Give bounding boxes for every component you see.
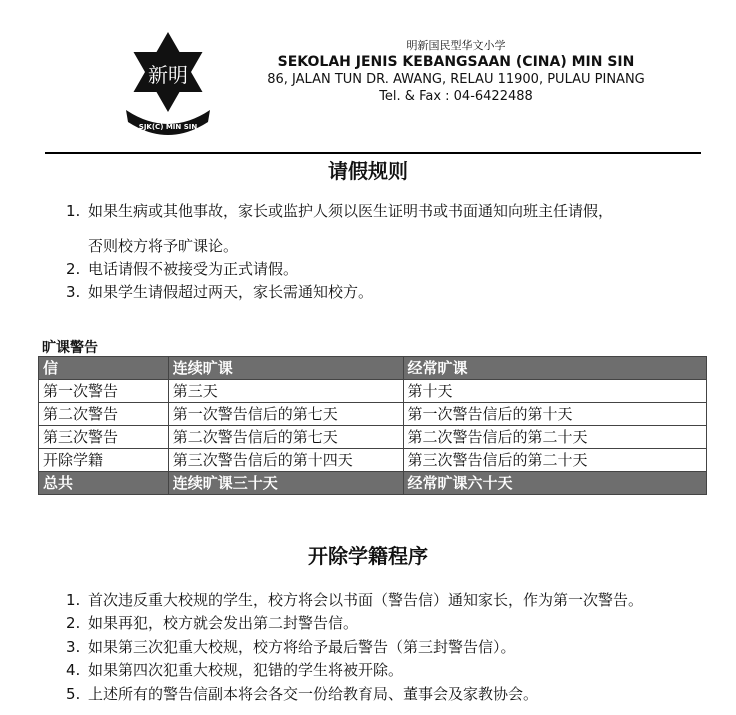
table-row <box>39 403 707 426</box>
table-cell: 经常旷课六十天 <box>403 472 706 495</box>
table-row <box>39 380 707 403</box>
list-item: 2. 如果再犯，校方就会发出第二封警告信。 <box>66 614 359 633</box>
column-header: 连续旷课 <box>168 357 403 380</box>
list-item: 2. 电话请假不被接受为正式请假。 <box>66 260 299 278</box>
logo-characters: 新明 <box>148 63 188 87</box>
table-cell: 第三天 <box>168 380 403 403</box>
school-name: SEKOLAH JENIS KEBANGSAAN (CINA) MIN SIN <box>277 54 635 70</box>
absence-warning-label: 旷课警告 <box>42 340 98 356</box>
table-cell: 第三次警告信后的第二十天 <box>403 449 706 472</box>
table-cell: 开除学籍 <box>39 449 169 472</box>
list-item: 3. 如果第三次犯重大校规，校方将给予最后警告（第三封警告信）。 <box>66 637 516 656</box>
table-cell: 总共 <box>39 472 169 495</box>
table-cell: 连续旷课三十天 <box>168 472 403 495</box>
table-total-row <box>39 472 707 495</box>
table-cell: 第一次警告 <box>39 380 169 403</box>
list-item: 4. 如果第四次犯重大校规，犯错的学生将被开除。 <box>66 661 404 680</box>
column-header: 信 <box>39 357 169 380</box>
table-cell: 第三次警告信后的第十四天 <box>168 449 403 472</box>
list-item: 5. 上述所有的警告信副本将会各交一份给教育局、董事会及家教协会。 <box>66 684 539 703</box>
column-header: 经常旷课 <box>403 357 706 380</box>
school-phone: Tel. & Fax : 04-6422488 <box>379 89 533 104</box>
table-cell: 第三次警告 <box>39 426 169 449</box>
school-name-chinese: 明新国民型华文小学 <box>406 39 506 52</box>
table-cell: 第一次警告信后的第七天 <box>168 403 403 426</box>
table-row <box>39 426 707 449</box>
expulsion-procedure-title: 开除学籍程序 <box>308 544 428 568</box>
table-header-row <box>39 357 707 380</box>
list-item: 1. 首次违反重大校规的学生，校方将会以书面（警告信）通知家长，作为第一次警告。 <box>66 591 644 609</box>
table-cell: 第二次警告 <box>39 403 169 426</box>
table-row <box>39 449 707 472</box>
absence-warning-table <box>38 356 707 495</box>
leave-rules-title: 请假规则 <box>328 159 408 183</box>
leave-rules-list <box>66 200 613 304</box>
logo-ribbon-text: SJK(C) MIN SIN <box>138 123 198 131</box>
table-cell: 第十天 <box>403 380 706 403</box>
expulsion-procedure-list <box>66 589 643 706</box>
school-address: 86, JALAN TUN DR. AWANG, RELAU 11900, PULAU PINANG <box>267 72 645 87</box>
header-divider <box>45 152 701 154</box>
table-cell: 第一次警告信后的第十天 <box>403 403 706 426</box>
school-header <box>246 38 666 105</box>
table-cell: 第二次警告信后的第七天 <box>168 426 403 449</box>
table-cell: 第二次警告信后的第二十天 <box>403 426 706 449</box>
school-logo <box>120 30 216 142</box>
list-item: 1. 如果生病或其他事故，家长或监护人须以医生证明书或书面通知向班主任请假， 否则校方将予旷课论。 <box>66 202 614 255</box>
list-item: 3. 如果学生请假超过两天，家长需通知校方。 <box>66 283 374 301</box>
